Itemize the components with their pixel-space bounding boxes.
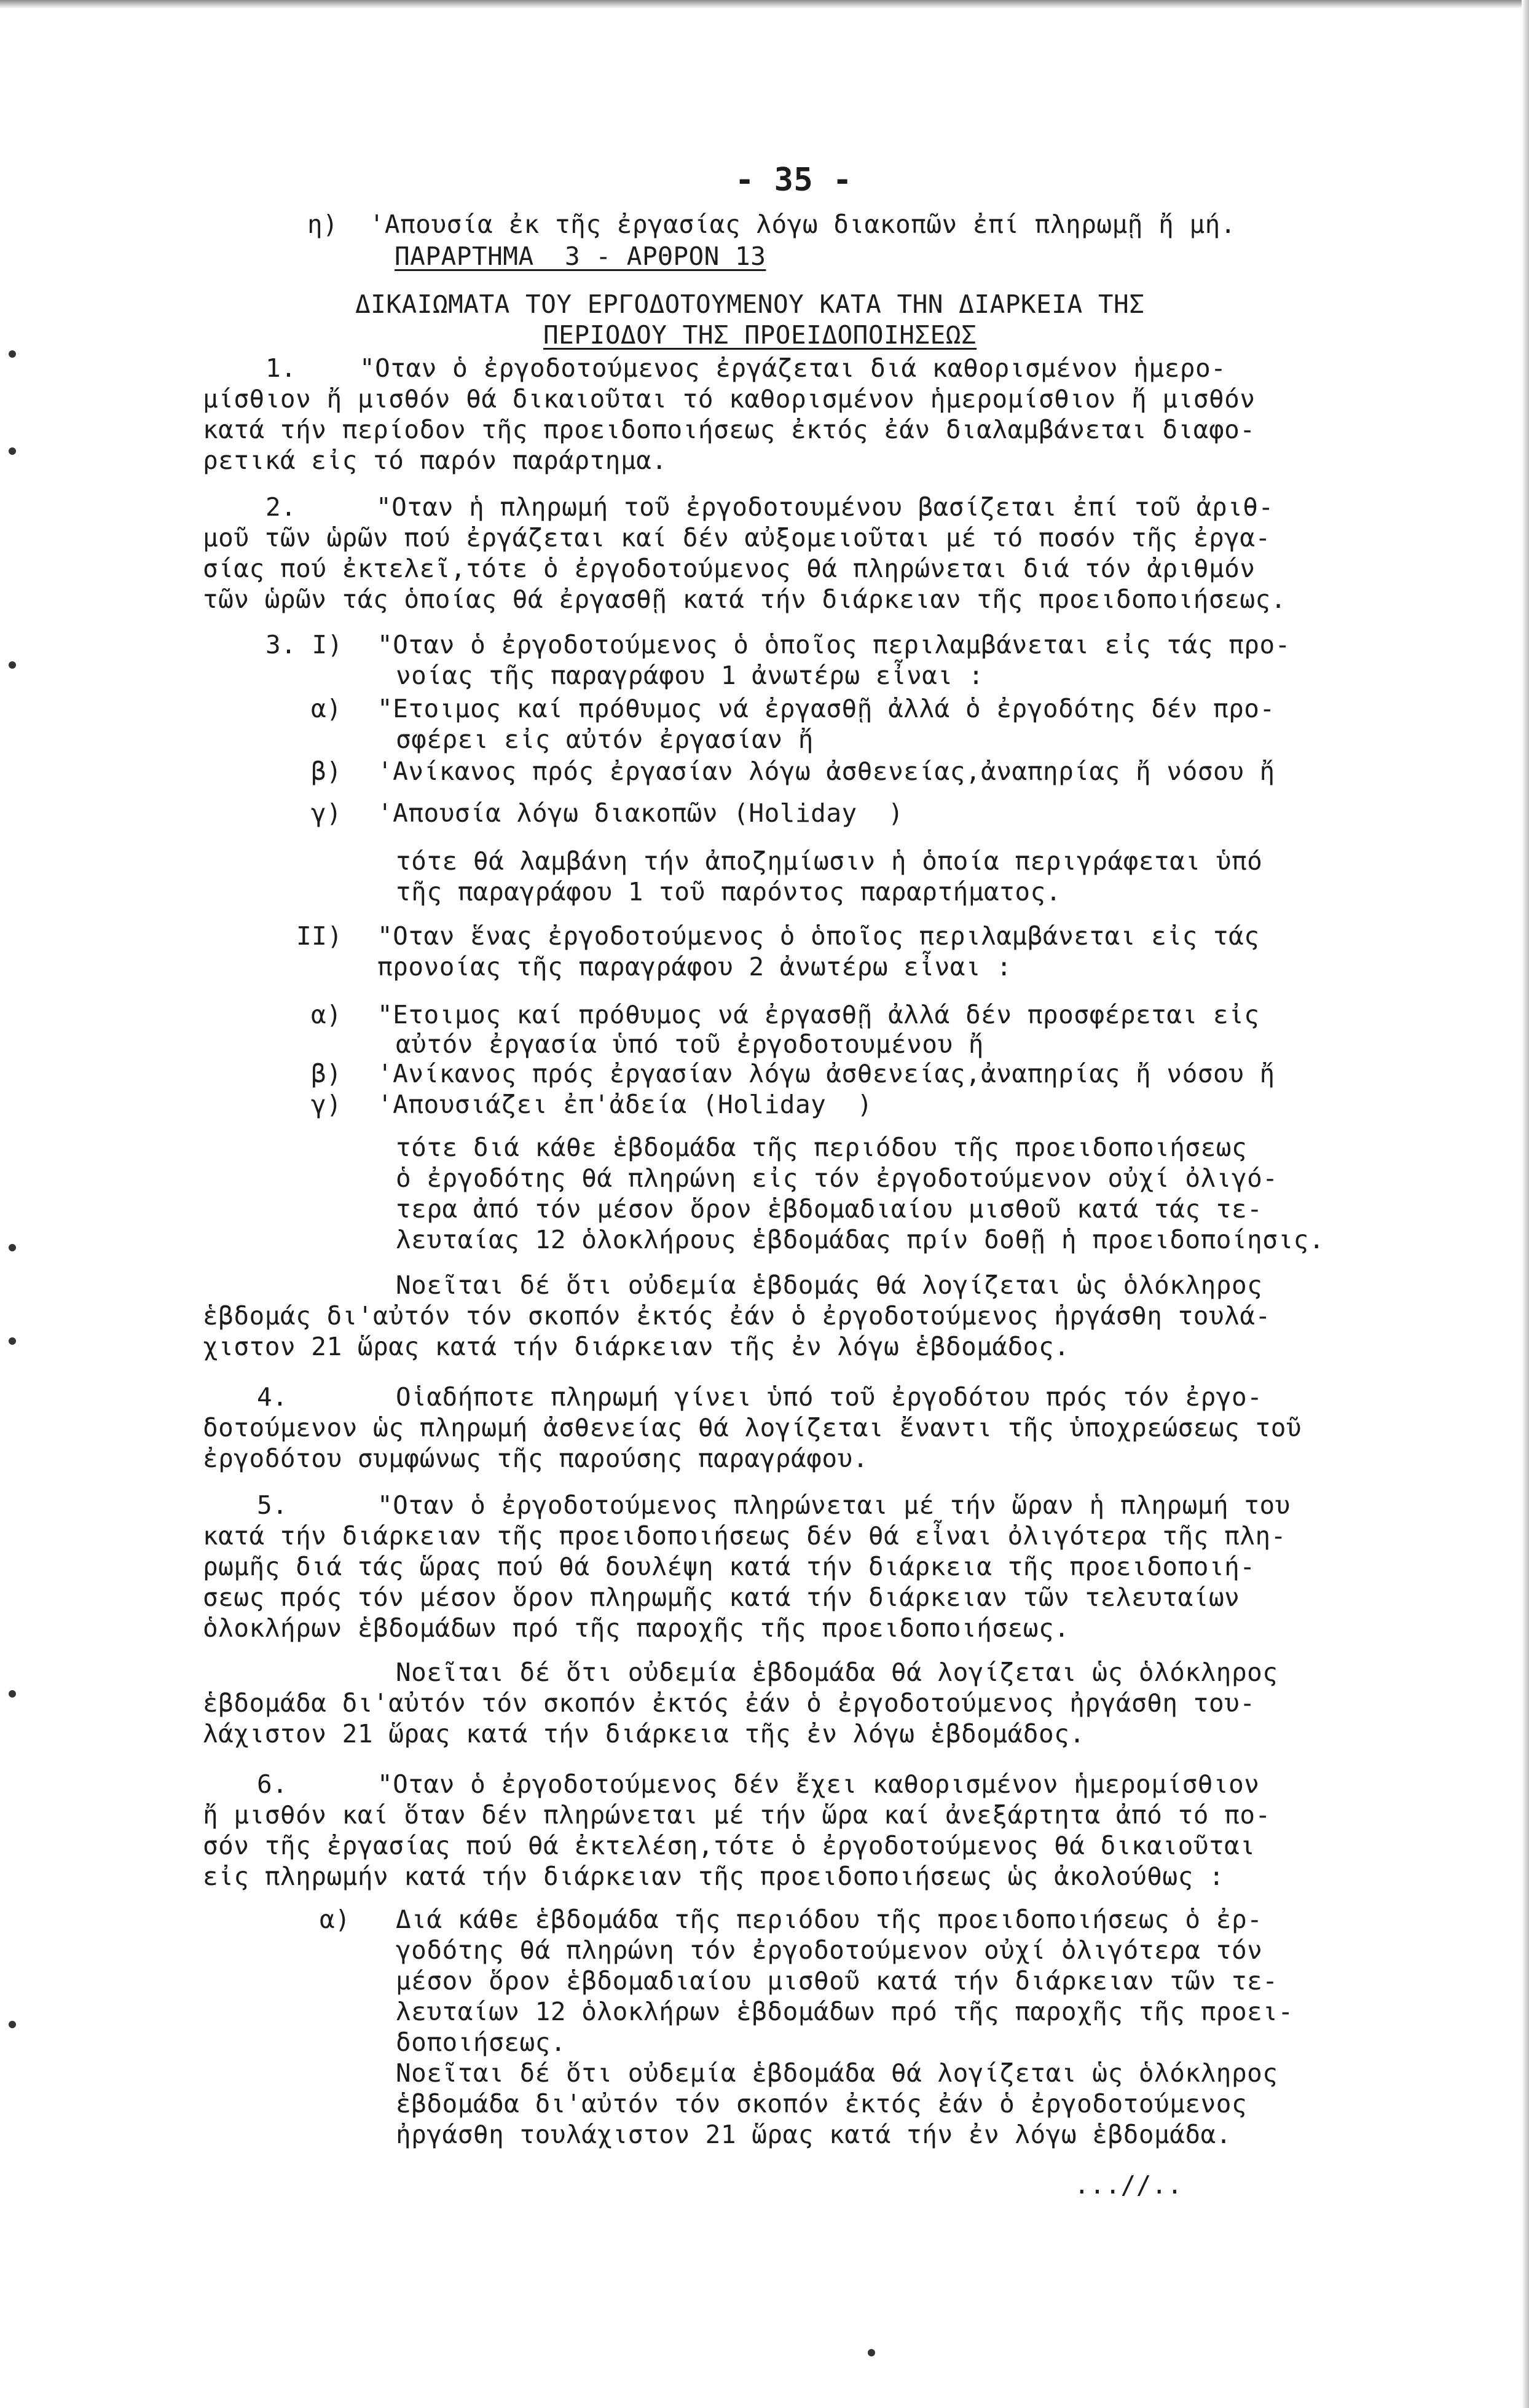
paragraph-6-item-label: α): [320, 1905, 351, 1934]
paragraph-6-line: ἤ μισθόν καί ὅταν δέν πληρώνεται μέ τήν ὥρα καί ἀνεξάρτητα ἀπό τό πο-: [203, 1800, 1271, 1830]
paragraph-3-item-line: σφέρει εἰς αὐτόν ἐργασίαν ἤ: [396, 725, 814, 754]
paragraph-1-line: μίσθιον ἤ μισθόν θά δικαιοῦται τό καθορισμένον ἡμερομίσθιον ἤ μισθόν: [203, 384, 1256, 414]
paragraph-3b-then-line: λευταίας 12 ὁλοκλήρους ἑβδομάδας πρίν δοθῇ ἡ προειδοποίησις.: [396, 1225, 1325, 1254]
paragraph-3b-note-line: ἑβδομάς δι'αὐτόν τόν σκοπόν ἐκτός ἐάν ὁ ἐργοδοτούμενος ἠργάσθη τουλά-: [203, 1301, 1271, 1331]
scan-speck: [868, 2349, 875, 2356]
paragraph-2-number: 2.: [265, 492, 297, 522]
paragraph-3-item-line: 'Απουσία λόγω διακοπῶν (Holiday ): [377, 798, 904, 828]
paragraph-3b-intro-line: προνοίας τῆς παραγράφου 2 ἀνωτέρω εἶναι :: [377, 952, 1012, 982]
paragraph-3-then-line: τῆς παραγράφου 1 τοῦ παρόντος παραρτήματος.: [396, 877, 1061, 907]
paragraph-6-item-line: μέσον ὅρον ἑβδομαδιαίου μισθοῦ κατά τήν διάρκειαν τῶν τε-: [396, 1966, 1278, 1996]
scan-edge-top: [0, 0, 1529, 9]
paragraph-3b-item-line: 'Ανίκανος πρός ἐργασίαν λόγω ἀσθενείας,ἀναπηρίας ἤ νόσου ἤ: [377, 1059, 1275, 1088]
scan-speck: [9, 1690, 16, 1698]
scan-edge-right: [1522, 0, 1529, 2408]
paragraph-1-number: 1.: [265, 353, 297, 383]
paragraph-5-note-line: Νοεῖται δέ ὅτι οὐδεμία ἑβδομάδα θά λογίζεται ὡς ὁλόκληρος: [396, 1658, 1278, 1687]
paragraph-5-line: "Οταν ὁ ἐργοδοτούμενος πληρώνεται μέ τήν ὥραν ἡ πληρωμή του: [377, 1490, 1291, 1520]
paragraph-2-line: μοῦ τῶν ὡρῶν πού ἐργάζεται καί δέν αὐξομειοῦται μέ τό ποσόν τῆς ἐργα-: [203, 523, 1271, 553]
paragraph-3b-intro-line: "Οταν ἕνας ἐργοδοτούμενος ὁ ὁποῖος περιλαμβάνεται εἰς τάς: [377, 921, 1260, 951]
paragraph-6-item-line: Νοεῖται δέ ὅτι οὐδεμία ἑβδομάδα θά λογίζεται ὡς ὁλόκληρος: [396, 2058, 1278, 2088]
paragraph-3-number: 3. I): [265, 630, 343, 659]
paragraph-4-line: ἐργοδότου συμφώνως τῆς παρούσης παραγράφου.: [203, 1444, 868, 1473]
paragraph-5-note-line: ἑβδομάδα δι'αὐτόν τόν σκοπόν ἐκτός ἐάν ὁ ἐργοδοτούμενος ἠργάσθη του-: [203, 1688, 1256, 1718]
paragraph-6-line: "Οταν ὁ ἐργοδοτούμενος δέν ἔχει καθορισμένον ἡμερομίσθιον: [377, 1769, 1260, 1799]
scan-speck: [9, 1244, 16, 1251]
paragraph-5-line: κατά τήν διάρκειαν τῆς προειδοποιήσεως δέν θά εἶναι ὀλιγότερα τῆς πλη-: [203, 1521, 1286, 1551]
paragraph-1-line: "Οταν ὁ ἐργοδοτούμενος ἐργάζεται διά καθορισμένον ἡμερο-: [360, 353, 1227, 383]
paragraph-3b-then-line: τερα ἀπό τόν μέσον ὅρον ἑβδομαδιαίου μισθοῦ κατά τάς τε-: [396, 1194, 1263, 1224]
paragraph-3-intro-line: "Οταν ὁ ἐργοδοτούμενος ὁ ὁποῖος περιλαμβάνεται εἰς τάς προ-: [377, 630, 1291, 659]
scan-speck: [9, 1337, 16, 1345]
paragraph-3b-then-line: ὁ ἐργοδότης θά πληρώνη εἰς τόν ἐργοδοτούμενον οὐχί ὀλιγό-: [396, 1163, 1278, 1193]
paragraph-4-line: Οἱαδήποτε πληρωμή γίνει ὑπό τοῦ ἐργοδότου πρός τόν ἐργο-: [396, 1382, 1263, 1412]
paragraph-1-line: ρετικά εἰς τό παρόν παράρτημα.: [203, 446, 667, 475]
paragraph-6-line: σόν τῆς ἐργασίας πού θά ἐκτελέση,τότε ὁ ἐργοδοτούμενος θά δικαιοῦται: [203, 1831, 1256, 1860]
scan-speck: [9, 447, 16, 455]
paragraph-3b-note-line: χιστον 21 ὥρας κατά τήν διάρκειαν τῆς ἐν λόγω ἑβδομάδος.: [203, 1332, 1070, 1361]
paragraph-3-item-line: "Ετοιμος καί πρόθυμος νά ἐργασθῇ ἀλλά ὁ ἐργοδότης δέν προ-: [377, 694, 1275, 723]
scan-speck: [9, 350, 16, 358]
paragraph-3b-item-line: αὐτόν ἐργασία ὑπό τοῦ ἐργοδοτουμένου ἤ: [396, 1029, 984, 1059]
paragraph-6-item-line: ἠργάσθη τουλάχιστον 21 ὥρας κατά τήν ἐν λόγω ἑβδομάδα.: [396, 2120, 1232, 2149]
paragraph-4-line: δοτούμενον ὡς πληρωμή ἀσθενείας θά λογίζεται ἔναντι τῆς ὑποχρεώσεως τοῦ: [203, 1413, 1302, 1442]
paragraph-6-item-line: λευταίων 12 ὁλοκλήρων ἑβδομάδων πρό τῆς παροχῆς τῆς προει-: [396, 1997, 1294, 2026]
scan-speck: [9, 661, 16, 669]
scan-speck: [9, 2021, 16, 2028]
paragraph-3b-number: II): [296, 921, 343, 951]
item-eta: η) 'Απουσία ἐκ τῆς ἐργασίας λόγω διακοπῶν ἐπί πληρωμῇ ἤ μή.: [307, 210, 1236, 239]
heading-line-1: ΔΙΚΑΙΩΜΑΤΑ ΤΟΥ ΕΡΓΟΔΟΤΟΥΜΕΝΟΥ ΚΑΤΑ ΤΗΝ ΔΙΑΡΚΕΙΑ ΤΗΣ: [355, 289, 1145, 319]
paragraph-3b-note-line: Νοεῖται δέ ὅτι οὐδεμία ἑβδομάς θά λογίζεται ὡς ὁλόκληρος: [396, 1270, 1263, 1300]
paragraph-3-item-line: 'Ανίκανος πρός ἐργασίαν λόγω ἀσθενείας,ἀναπηρίας ἤ νόσου ἤ: [377, 757, 1275, 786]
paragraph-6-item-line: Διά κάθε ἑβδομάδα τῆς περιόδου τῆς προειδοποιήσεως ὁ ἐρ-: [396, 1905, 1263, 1934]
paragraph-5-line: σεως πρός τόν μέσον ὅρον πληρωμῆς κατά τήν διάρκειαν τῶν τελευταίων: [203, 1583, 1240, 1612]
paragraph-5-note-line: λάχιστον 21 ὥρας κατά τήν διάρκεια τῆς ἐν λόγω ἑβδομάδος.: [203, 1719, 1085, 1749]
paragraph-6-item-line: γοδότης θά πληρώνη τόν ἐργοδοτούμενον οὐχί ὀλιγότερα τόν: [396, 1935, 1263, 1965]
paragraph-3b-item-label: α): [311, 1000, 342, 1029]
paragraph-2-line: "Οταν ἡ πληρωμή τοῦ ἐργοδοτουμένου βασίζεται ἐπί τοῦ ἀριθ-: [376, 492, 1274, 522]
paragraph-3-item-label: γ): [311, 798, 342, 828]
paragraph-6-item-line: ἑβδομάδα δι'αὐτόν τόν σκοπόν ἐκτός ἐάν ὁ ἐργοδοτούμενος: [396, 2089, 1248, 2119]
paragraph-3-item-label: α): [311, 694, 342, 723]
paragraph-4-number: 4.: [257, 1382, 288, 1412]
paragraph-3-item-label: β): [311, 757, 342, 786]
paragraph-2-line: σίας πού ἐκτελεῖ,τότε ὁ ἐργοδοτούμενος θά πληρώνεται διά τόν ἀριθμόν: [203, 554, 1256, 583]
annex-title: ΠΑΡΑΡΤΗΜΑ 3 - ΑΡΘΡΟΝ 13: [395, 242, 766, 271]
paragraph-3-then-line: τότε θά λαμβάνη τήν ἀποζημίωσιν ἡ ὁποία περιγράφεται ὑπό: [396, 846, 1263, 876]
paragraph-3b-item-label: β): [311, 1059, 342, 1088]
paragraph-5-line: ρωμῆς διά τάς ὥρας πού θά δουλέψη κατά τήν διάρκεια τῆς προειδοποιή-: [203, 1552, 1256, 1581]
continuation-mark: ...//..: [1074, 2170, 1183, 2200]
paragraph-2-line: τῶν ὡρῶν τάς ὁποίας θά ἐργασθῇ κατά τήν διάρκειαν τῆς προειδοποιήσεως.: [203, 584, 1286, 614]
paragraph-6-number: 6.: [257, 1769, 288, 1799]
paragraph-3-intro-line: νοίας τῆς παραγράφου 1 ἀνωτέρω εἶναι :: [396, 661, 984, 690]
heading-line-2: ΠΕΡΙΟΔΟΥ ΤΗΣ ΠΡΟΕΙΔΟΠΟΙΗΣΕΩΣ: [543, 320, 977, 350]
paragraph-3b-item-label: γ): [311, 1090, 342, 1119]
paragraph-6-item-line: δοποιήσεως.: [396, 2028, 567, 2057]
paragraph-6-line: εἰς πληρωμήν κατά τήν διάρκειαν τῆς προειδοποιήσεως ὡς ἀκολούθως :: [203, 1862, 1225, 1891]
page-number: - 35 -: [735, 162, 852, 199]
paragraph-1-line: κατά τήν περίοδον τῆς προειδοποιήσεως ἐκτός ἐάν διαλαμβάνεται διαφο-: [203, 415, 1256, 444]
paragraph-3b-item-line: 'Απουσιάζει ἐπ'ἀδεία (Holiday ): [377, 1090, 873, 1119]
paragraph-3b-item-line: "Ετοιμος καί πρόθυμος νά ἐργασθῇ ἀλλά δέν προσφέρεται εἰς: [377, 1000, 1260, 1029]
paragraph-3b-then-line: τότε διά κάθε ἑβδομάδα τῆς περιόδου τῆς προειδοποιήσεως: [396, 1133, 1248, 1162]
paragraph-5-line: ὁλοκλήρων ἑβδομάδων πρό τῆς παροχῆς τῆς προειδοποιήσεως.: [203, 1613, 1070, 1643]
paragraph-5-number: 5.: [257, 1490, 288, 1520]
